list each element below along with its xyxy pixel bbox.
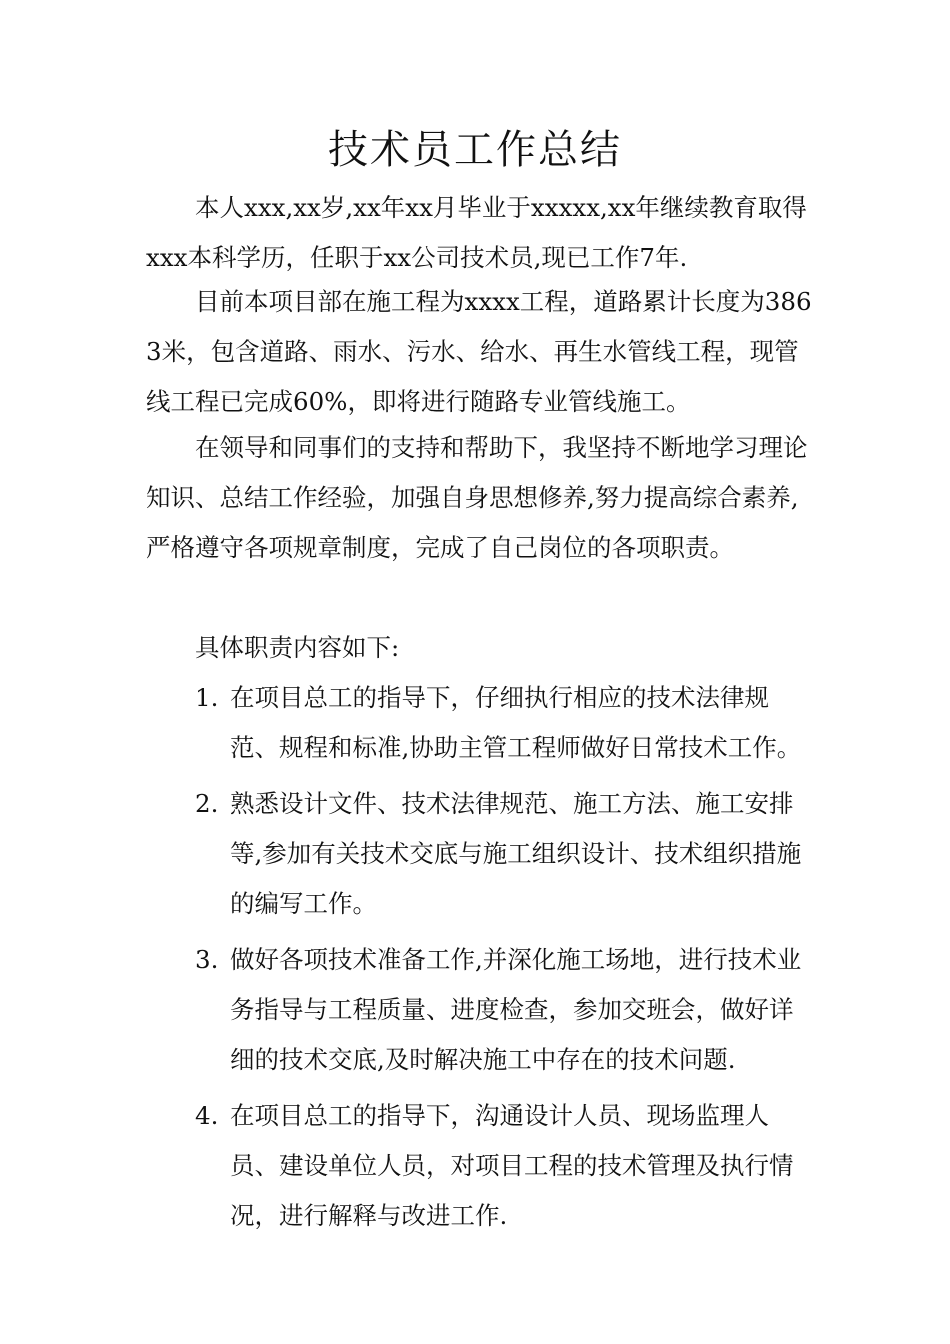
paragraph-project-status: 目前本项目部在施工程为xxxx工程，道路累计长度为3863米，包含道路、雨水、污水、给水、再生水管线工程，现管线工程已完成60%，即将进行随路专业管线施工。 [146, 287, 812, 416]
duty-text: 做好各项技术准备工作,并深化施工场地，进行技术业务指导与工程质量、进度检查，参加交班会，做好详细的技术交底,及时解决施工中存在的技术问题. [230, 945, 802, 1074]
paragraph-duties-intro: 具体职责内容如下: [195, 633, 400, 662]
paragraph-personal-info: 本人xxx,xx岁,xx年xx月毕业于xxxxx,xx年继续教育取得xxx本科学历，任职于xx公司技术员,现已工作7年. [146, 193, 807, 272]
document-title: 技术员工作总结 [328, 127, 622, 173]
duty-number: 2. [195, 789, 219, 818]
duties-list [146, 673, 814, 1247]
duty-item-4 [146, 1091, 814, 1241]
duty-number: 1. [195, 683, 219, 712]
paragraph-self-improvement: 在领导和同事们的支持和帮助下，我坚持不断地学习理论知识、总结工作经验，加强自身思想修养,努力提高综合素养,严格遵守各项规章制度，完成了自己岗位的各项职责。 [146, 433, 808, 562]
duty-item-1 [146, 673, 814, 773]
duty-number: 4. [195, 1101, 219, 1130]
duty-text: 在项目总工的指导下，仔细执行相应的技术法律规范、规程和标准,协助主管工程师做好日常技术工作。 [230, 683, 802, 762]
duty-text: 在项目总工的指导下，沟通设计人员、现场监理人员、建设单位人员，对项目工程的技术管理及执行情况，进行解释与改进工作. [230, 1101, 794, 1230]
duty-item-2 [146, 779, 814, 929]
duty-text: 熟悉设计文件、技术法律规范、施工方法、施工安排等,参加有关技术交底与施工组织设计、技术组织措施的编写工作。 [230, 789, 802, 918]
duty-number: 3. [195, 945, 219, 974]
duty-item-3 [146, 935, 814, 1085]
